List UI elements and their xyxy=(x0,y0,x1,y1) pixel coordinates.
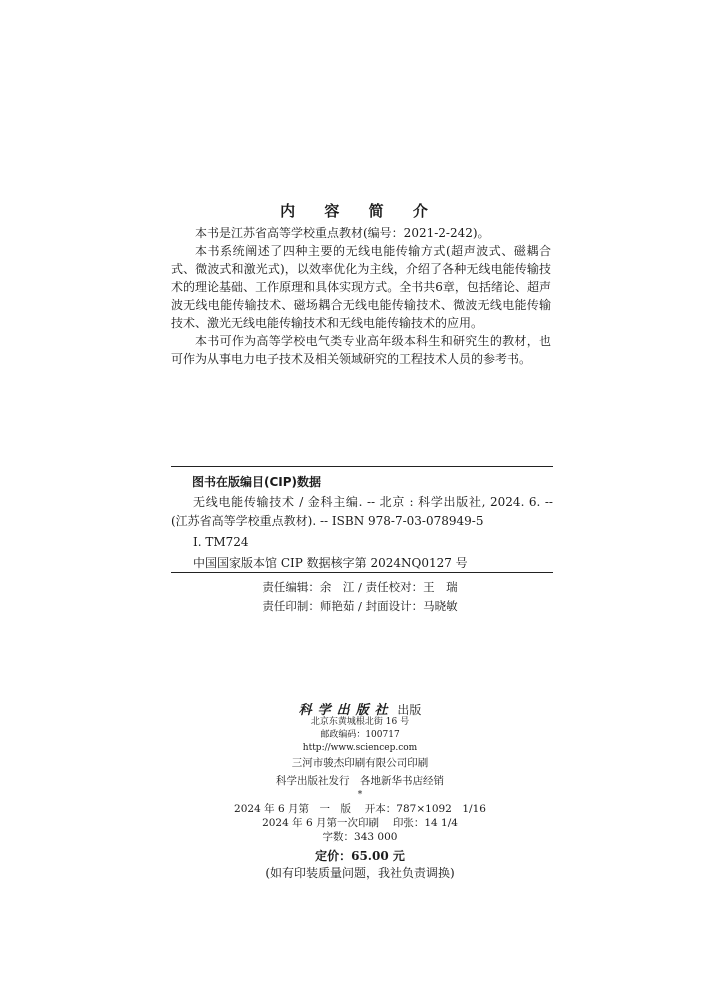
publisher-address: 北京东黄城根北街 16 号 xyxy=(310,717,410,727)
summary-title: 内 容 简 介 xyxy=(280,202,440,220)
edition-line-1: 2024 年 6 月第 一 版 开本：787×1092 1/16 xyxy=(234,803,486,815)
cip-bottom-rule xyxy=(171,572,553,573)
cip-top-rule xyxy=(171,466,553,467)
cip-number: 中国国家版本馆 CIP 数据核字第 2024NQ0127 号 xyxy=(193,556,468,570)
cip-heading: 图书在版编目(CIP)数据 xyxy=(192,475,322,489)
notice-line: (如有印装质量问题，我社负责调换) xyxy=(265,866,455,880)
printer-line: 三河市骏杰印刷有限公司印刷 xyxy=(291,757,429,769)
distribution-line: 科学出版社发行 各地新华书店经销 xyxy=(276,775,444,787)
cip-classification: Ⅰ. TM724 xyxy=(193,535,249,549)
credits-line-1: 责任编辑：余 江 / 责任校对：王 瑞 xyxy=(262,580,458,594)
publisher-postcode: 邮政编码：100717 xyxy=(320,730,400,740)
word-count: 字数：343 000 xyxy=(322,831,398,843)
publisher-name-logo: 科学出版社 xyxy=(298,703,394,718)
price-line: 定价：65.00 元 xyxy=(315,849,405,863)
edition-line-2: 2024 年 6 月第一次印刷 印张：14 1/4 xyxy=(262,817,458,829)
publisher-url: http://www.sciencep.com xyxy=(302,743,418,753)
summary-paragraph-3: 本书可作为高等学校电气类专业高年级本科生和研究生的教材，也可作为从事电力电子技术及相关领域研究的工程技术人员的参考书。 xyxy=(171,334,551,366)
summary-paragraph-1: 本书是江苏省高等学校重点教材(编号：2021-2-242)。 xyxy=(195,226,490,240)
cip-record: 无线电能传输技术 / 金科主编. -- 北京 : 科学出版社, 2024. 6. -- (江苏省高等学校重点教材). -- ISBN 978-7-03-078949-5 xyxy=(171,495,553,528)
separator-star: * xyxy=(357,790,363,800)
publisher-suffix: 出版 xyxy=(397,703,422,717)
summary-paragraph-2: 本书系统阐述了四种主要的无线电能传输方式(超声波式、磁耦合式、微波式和激光式)，以效率优化为主线，介绍了各种无线电能传输技术的理论基础、工作原理和具体实现方式。全书共6章，包括绪论、超声波无线电能传输技术、磁场耦合无线电能传输技术、微波无线电能传输技术、激光无线电能传输技术和无线电能传输技术的应用。 xyxy=(171,244,551,330)
credits-line-2: 责任印制：师艳茹 / 封面设计：马晓敏 xyxy=(262,599,458,613)
